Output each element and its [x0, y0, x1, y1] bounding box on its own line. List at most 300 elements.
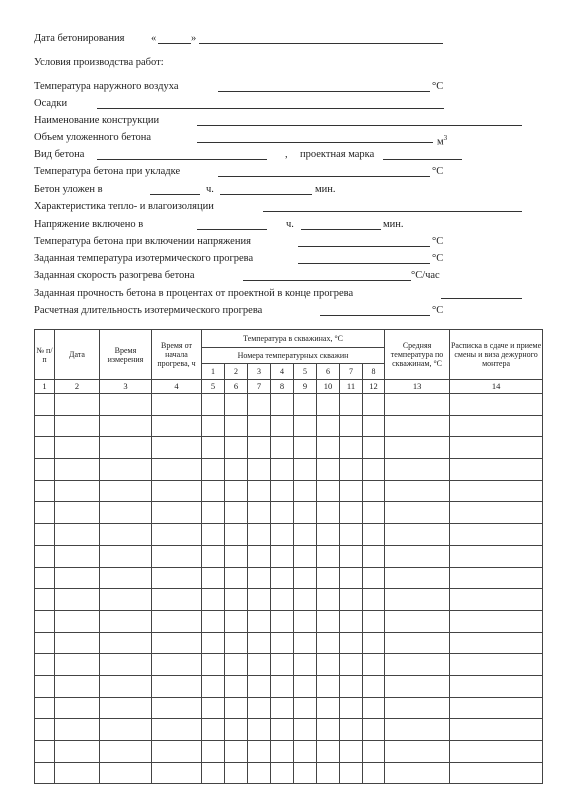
- table-cell[interactable]: [100, 610, 152, 632]
- table-cell[interactable]: [152, 437, 202, 459]
- table-cell[interactable]: [450, 394, 543, 416]
- table-cell[interactable]: [100, 697, 152, 719]
- voltage-on-minutes-field[interactable]: [301, 229, 381, 230]
- table-cell[interactable]: [55, 632, 100, 654]
- table-cell[interactable]: [55, 589, 100, 611]
- table-cell[interactable]: [385, 741, 450, 763]
- column-number: 8: [271, 380, 294, 394]
- table-cell[interactable]: [363, 610, 385, 632]
- table-cell[interactable]: [363, 675, 385, 697]
- table-cell[interactable]: [248, 741, 271, 763]
- table-cell[interactable]: [35, 675, 55, 697]
- table-cell[interactable]: [225, 415, 248, 437]
- table-cell[interactable]: [294, 545, 317, 567]
- table-cell[interactable]: [152, 545, 202, 567]
- table-cell[interactable]: [363, 545, 385, 567]
- iso-duration-field[interactable]: [320, 315, 430, 316]
- table-cell[interactable]: [317, 632, 340, 654]
- table-cell[interactable]: [55, 394, 100, 416]
- table-cell[interactable]: [385, 567, 450, 589]
- table-cell[interactable]: [225, 741, 248, 763]
- table-cell[interactable]: [340, 524, 363, 546]
- table-cell[interactable]: [100, 459, 152, 481]
- voltage-on-label: Напряжение включено в: [34, 219, 144, 230]
- table-cell[interactable]: [363, 632, 385, 654]
- table-cell[interactable]: [152, 589, 202, 611]
- table-cell[interactable]: [385, 675, 450, 697]
- precipitation-field[interactable]: [97, 108, 444, 109]
- table-cell[interactable]: [202, 567, 225, 589]
- air-temp-field[interactable]: [218, 91, 430, 92]
- table-cell[interactable]: [271, 502, 294, 524]
- table-cell[interactable]: [225, 545, 248, 567]
- table-cell[interactable]: [100, 589, 152, 611]
- table-cell[interactable]: [152, 697, 202, 719]
- table-cell[interactable]: [271, 437, 294, 459]
- table-cell[interactable]: [225, 524, 248, 546]
- table-cell[interactable]: [248, 762, 271, 784]
- table-cell[interactable]: [152, 394, 202, 416]
- table-cell[interactable]: [55, 762, 100, 784]
- table-cell[interactable]: [152, 654, 202, 676]
- table-cell[interactable]: [100, 437, 152, 459]
- table-cell[interactable]: [35, 610, 55, 632]
- table-cell[interactable]: [248, 632, 271, 654]
- table-cell[interactable]: [340, 415, 363, 437]
- table-cell[interactable]: [340, 567, 363, 589]
- table-cell[interactable]: [450, 480, 543, 502]
- table-cell[interactable]: [385, 762, 450, 784]
- table-cell[interactable]: [317, 719, 340, 741]
- table-cell[interactable]: [100, 502, 152, 524]
- table-cell[interactable]: [225, 675, 248, 697]
- table-cell[interactable]: [294, 697, 317, 719]
- table-cell[interactable]: [271, 459, 294, 481]
- design-grade-field[interactable]: [383, 159, 462, 160]
- table-cell[interactable]: [225, 437, 248, 459]
- table-cell[interactable]: [248, 394, 271, 416]
- well-number: 4: [271, 364, 294, 380]
- table-cell[interactable]: [35, 524, 55, 546]
- table-cell[interactable]: [100, 719, 152, 741]
- table-cell[interactable]: [55, 610, 100, 632]
- air-temp-label: Температура наружного воздуха: [34, 81, 179, 92]
- well-number: 3: [248, 364, 271, 380]
- table-cell[interactable]: [202, 524, 225, 546]
- table-cell[interactable]: [340, 480, 363, 502]
- table-cell[interactable]: [317, 589, 340, 611]
- table-cell[interactable]: [35, 415, 55, 437]
- laid-at-minutes-field[interactable]: [220, 194, 312, 195]
- table-cell[interactable]: [294, 394, 317, 416]
- table-cell[interactable]: [55, 415, 100, 437]
- voltage-temp-field[interactable]: [298, 246, 430, 247]
- table-cell[interactable]: [294, 589, 317, 611]
- table-cell[interactable]: [294, 437, 317, 459]
- table-cell[interactable]: [202, 394, 225, 416]
- table-cell[interactable]: [225, 589, 248, 611]
- table-cell[interactable]: [100, 567, 152, 589]
- table-cell[interactable]: [100, 762, 152, 784]
- table-cell[interactable]: [202, 437, 225, 459]
- table-cell[interactable]: [340, 719, 363, 741]
- table-cell[interactable]: [294, 762, 317, 784]
- table-cell[interactable]: [225, 480, 248, 502]
- table-cell[interactable]: [271, 632, 294, 654]
- table-cell[interactable]: [317, 437, 340, 459]
- table-cell[interactable]: [294, 719, 317, 741]
- table-cell[interactable]: [317, 567, 340, 589]
- strength-field[interactable]: [441, 298, 522, 299]
- table-cell[interactable]: [317, 394, 340, 416]
- table-cell[interactable]: [248, 437, 271, 459]
- table-cell[interactable]: [55, 719, 100, 741]
- table-cell[interactable]: [294, 459, 317, 481]
- table-cell[interactable]: [152, 719, 202, 741]
- table-cell[interactable]: [271, 762, 294, 784]
- table-cell[interactable]: [152, 632, 202, 654]
- table-row: [35, 654, 543, 676]
- table-cell[interactable]: [152, 762, 202, 784]
- table-cell[interactable]: [340, 459, 363, 481]
- concrete-volume-field[interactable]: [197, 142, 433, 143]
- table-cell[interactable]: [100, 394, 152, 416]
- table-cell[interactable]: [35, 480, 55, 502]
- table-cell[interactable]: [294, 654, 317, 676]
- table-cell[interactable]: [317, 654, 340, 676]
- col-header-well-numbers: Номера температурных скважин: [202, 348, 385, 364]
- laying-temp-label: Температура бетона при укладке: [34, 166, 181, 177]
- column-number-row: [35, 380, 543, 394]
- table-cell[interactable]: [450, 437, 543, 459]
- table-cell[interactable]: [55, 545, 100, 567]
- table-cell[interactable]: [385, 632, 450, 654]
- table-cell[interactable]: [202, 697, 225, 719]
- table-cell[interactable]: [363, 459, 385, 481]
- iso-duration-label: Расчетная длительность изотермического прогрева: [34, 305, 263, 316]
- table-cell[interactable]: [385, 545, 450, 567]
- table-cell[interactable]: [450, 415, 543, 437]
- table-cell[interactable]: [317, 480, 340, 502]
- table-cell[interactable]: [271, 697, 294, 719]
- table-cell[interactable]: [450, 545, 543, 567]
- col-header-temp-group: Температура в скважинах, °С: [202, 330, 385, 348]
- table-cell[interactable]: [450, 741, 543, 763]
- table-cell[interactable]: [450, 675, 543, 697]
- table-cell[interactable]: [385, 415, 450, 437]
- table-cell[interactable]: [385, 697, 450, 719]
- table-cell[interactable]: [317, 741, 340, 763]
- table-cell[interactable]: [225, 632, 248, 654]
- table-cell[interactable]: [55, 675, 100, 697]
- table-cell[interactable]: [35, 719, 55, 741]
- table-cell[interactable]: [202, 545, 225, 567]
- table-cell[interactable]: [363, 502, 385, 524]
- concrete-type-field[interactable]: [97, 159, 267, 160]
- table-cell[interactable]: [271, 654, 294, 676]
- table-cell[interactable]: [152, 480, 202, 502]
- table-cell[interactable]: [385, 589, 450, 611]
- table-cell[interactable]: [271, 741, 294, 763]
- table-cell[interactable]: [450, 502, 543, 524]
- design-grade-label: проектная марка: [300, 149, 375, 160]
- table-cell[interactable]: [55, 524, 100, 546]
- table-cell[interactable]: [35, 545, 55, 567]
- table-cell[interactable]: [294, 502, 317, 524]
- table-cell[interactable]: [340, 654, 363, 676]
- insulation-field[interactable]: [263, 211, 522, 212]
- table-cell[interactable]: [340, 697, 363, 719]
- table-cell[interactable]: [202, 741, 225, 763]
- table-cell[interactable]: [225, 654, 248, 676]
- table-cell[interactable]: [55, 697, 100, 719]
- table-cell[interactable]: [248, 459, 271, 481]
- table-cell[interactable]: [202, 632, 225, 654]
- table-cell[interactable]: [450, 524, 543, 546]
- table-cell[interactable]: [100, 675, 152, 697]
- table-cell[interactable]: [225, 610, 248, 632]
- table-cell[interactable]: [152, 502, 202, 524]
- table-cell[interactable]: [450, 632, 543, 654]
- table-cell[interactable]: [35, 567, 55, 589]
- table-cell[interactable]: [340, 610, 363, 632]
- col-header-no: № п/п: [35, 330, 55, 380]
- table-cell[interactable]: [35, 741, 55, 763]
- table-cell[interactable]: [55, 654, 100, 676]
- well-number: 7: [340, 364, 363, 380]
- table-cell[interactable]: [202, 502, 225, 524]
- table-cell[interactable]: [363, 394, 385, 416]
- table-cell[interactable]: [340, 589, 363, 611]
- table-cell[interactable]: [100, 415, 152, 437]
- table-cell[interactable]: [152, 415, 202, 437]
- table-cell[interactable]: [271, 415, 294, 437]
- table-cell[interactable]: [271, 545, 294, 567]
- table-cell[interactable]: [152, 741, 202, 763]
- table-cell[interactable]: [340, 437, 363, 459]
- table-cell[interactable]: [225, 697, 248, 719]
- table-cell[interactable]: [271, 524, 294, 546]
- table-cell[interactable]: [317, 415, 340, 437]
- table-cell[interactable]: [363, 719, 385, 741]
- table-cell[interactable]: [450, 654, 543, 676]
- table-cell[interactable]: [363, 524, 385, 546]
- table-cell[interactable]: [385, 524, 450, 546]
- table-cell[interactable]: [35, 502, 55, 524]
- table-cell[interactable]: [248, 610, 271, 632]
- table-cell[interactable]: [152, 610, 202, 632]
- table-cell[interactable]: [202, 654, 225, 676]
- table-cell[interactable]: [363, 741, 385, 763]
- table-cell[interactable]: [385, 502, 450, 524]
- column-number: 10: [317, 380, 340, 394]
- table-cell[interactable]: [100, 545, 152, 567]
- table-cell[interactable]: [55, 741, 100, 763]
- table-cell[interactable]: [450, 567, 543, 589]
- table-cell[interactable]: [450, 697, 543, 719]
- table-cell[interactable]: [35, 394, 55, 416]
- table-cell[interactable]: [317, 762, 340, 784]
- table-cell[interactable]: [35, 632, 55, 654]
- table-cell[interactable]: [248, 524, 271, 546]
- table-cell[interactable]: [35, 589, 55, 611]
- table-cell[interactable]: [450, 762, 543, 784]
- heat-rate-field[interactable]: [243, 280, 411, 281]
- laid-at-label: Бетон уложен в: [34, 184, 103, 195]
- table-cell[interactable]: [100, 654, 152, 676]
- table-cell[interactable]: [248, 567, 271, 589]
- table-cell[interactable]: [202, 415, 225, 437]
- table-cell[interactable]: [363, 589, 385, 611]
- table-cell[interactable]: [35, 762, 55, 784]
- table-cell[interactable]: [363, 654, 385, 676]
- comma-separator: ,: [285, 149, 288, 160]
- table-cell[interactable]: [317, 697, 340, 719]
- table-cell[interactable]: [340, 394, 363, 416]
- table-cell[interactable]: [317, 610, 340, 632]
- table-cell[interactable]: [55, 459, 100, 481]
- table-cell[interactable]: [385, 480, 450, 502]
- table-cell[interactable]: [385, 719, 450, 741]
- table-cell[interactable]: [340, 675, 363, 697]
- table-cell[interactable]: [35, 697, 55, 719]
- table-cell[interactable]: [294, 524, 317, 546]
- table-cell[interactable]: [202, 610, 225, 632]
- heat-rate-label: Заданная скорость разогрева бетона: [34, 270, 195, 281]
- table-cell[interactable]: [225, 567, 248, 589]
- table-cell[interactable]: [152, 459, 202, 481]
- table-cell[interactable]: [55, 567, 100, 589]
- table-cell[interactable]: [363, 567, 385, 589]
- table-cell[interactable]: [202, 719, 225, 741]
- table-cell[interactable]: [271, 394, 294, 416]
- table-cell[interactable]: [450, 610, 543, 632]
- table-cell[interactable]: [100, 524, 152, 546]
- table-cell[interactable]: [385, 394, 450, 416]
- table-cell[interactable]: [340, 762, 363, 784]
- table-cell[interactable]: [202, 762, 225, 784]
- log-body: [35, 394, 543, 784]
- table-cell[interactable]: [294, 415, 317, 437]
- table-cell[interactable]: [271, 610, 294, 632]
- well-number: 1: [202, 364, 225, 380]
- table-cell[interactable]: [271, 480, 294, 502]
- table-cell[interactable]: [202, 459, 225, 481]
- table-cell[interactable]: [152, 675, 202, 697]
- structure-name-field[interactable]: [197, 125, 522, 126]
- column-number: 13: [385, 380, 450, 394]
- table-cell[interactable]: [100, 632, 152, 654]
- table-cell[interactable]: [202, 675, 225, 697]
- table-cell[interactable]: [248, 415, 271, 437]
- table-cell[interactable]: [294, 675, 317, 697]
- voltage-on-hours-field[interactable]: [197, 229, 267, 230]
- table-cell[interactable]: [317, 675, 340, 697]
- table-cell[interactable]: [450, 459, 543, 481]
- table-cell[interactable]: [363, 437, 385, 459]
- iso-temp-label: Заданная температура изотермического прогрева: [34, 253, 254, 264]
- table-cell[interactable]: [100, 741, 152, 763]
- table-cell[interactable]: [271, 675, 294, 697]
- table-cell[interactable]: [248, 719, 271, 741]
- table-cell[interactable]: [55, 502, 100, 524]
- table-cell[interactable]: [450, 589, 543, 611]
- table-cell[interactable]: [248, 502, 271, 524]
- date-day-field[interactable]: [158, 43, 191, 44]
- iso-temp-field[interactable]: [298, 263, 430, 264]
- table-cell[interactable]: [100, 480, 152, 502]
- table-cell[interactable]: [294, 632, 317, 654]
- table-cell[interactable]: [225, 459, 248, 481]
- table-cell[interactable]: [225, 762, 248, 784]
- table-cell[interactable]: [248, 589, 271, 611]
- table-cell[interactable]: [152, 524, 202, 546]
- table-cell[interactable]: [55, 437, 100, 459]
- table-cell[interactable]: [317, 502, 340, 524]
- table-cell[interactable]: [35, 437, 55, 459]
- table-cell[interactable]: [202, 480, 225, 502]
- table-cell[interactable]: [317, 524, 340, 546]
- table-cell[interactable]: [294, 567, 317, 589]
- table-cell[interactable]: [55, 480, 100, 502]
- iso-temp-unit: °С: [432, 253, 444, 264]
- table-cell[interactable]: [385, 610, 450, 632]
- table-cell[interactable]: [225, 394, 248, 416]
- date-month-year-field[interactable]: [199, 43, 443, 44]
- table-cell[interactable]: [294, 741, 317, 763]
- table-cell[interactable]: [385, 654, 450, 676]
- table-cell[interactable]: [271, 567, 294, 589]
- table-cell[interactable]: [35, 654, 55, 676]
- table-cell[interactable]: [294, 610, 317, 632]
- table-cell[interactable]: [225, 719, 248, 741]
- table-cell[interactable]: [450, 719, 543, 741]
- table-cell[interactable]: [271, 719, 294, 741]
- well-number: 2: [225, 364, 248, 380]
- table-cell[interactable]: [248, 545, 271, 567]
- table-cell[interactable]: [385, 459, 450, 481]
- table-cell[interactable]: [248, 480, 271, 502]
- table-cell[interactable]: [202, 589, 225, 611]
- table-row: [35, 762, 543, 784]
- table-cell[interactable]: [363, 762, 385, 784]
- table-cell[interactable]: [340, 741, 363, 763]
- table-cell[interactable]: [363, 697, 385, 719]
- table-cell[interactable]: [271, 589, 294, 611]
- table-cell[interactable]: [225, 502, 248, 524]
- table-cell[interactable]: [248, 654, 271, 676]
- table-cell[interactable]: [248, 697, 271, 719]
- column-number: 9: [294, 380, 317, 394]
- table-cell[interactable]: [294, 480, 317, 502]
- table-cell[interactable]: [363, 480, 385, 502]
- table-cell[interactable]: [317, 545, 340, 567]
- date-quote-open: «: [151, 33, 157, 44]
- table-cell[interactable]: [317, 459, 340, 481]
- table-cell[interactable]: [35, 459, 55, 481]
- column-number: 14: [450, 380, 543, 394]
- table-cell[interactable]: [340, 502, 363, 524]
- table-cell[interactable]: [152, 567, 202, 589]
- table-cell[interactable]: [248, 675, 271, 697]
- table-cell[interactable]: [340, 632, 363, 654]
- laying-temp-field[interactable]: [218, 176, 430, 177]
- table-cell[interactable]: [340, 545, 363, 567]
- table-cell[interactable]: [363, 415, 385, 437]
- laid-at-hours-field[interactable]: [150, 194, 200, 195]
- table-cell[interactable]: [385, 437, 450, 459]
- insulation-label: Характеристика тепло- и влагоизоляции: [34, 201, 214, 212]
